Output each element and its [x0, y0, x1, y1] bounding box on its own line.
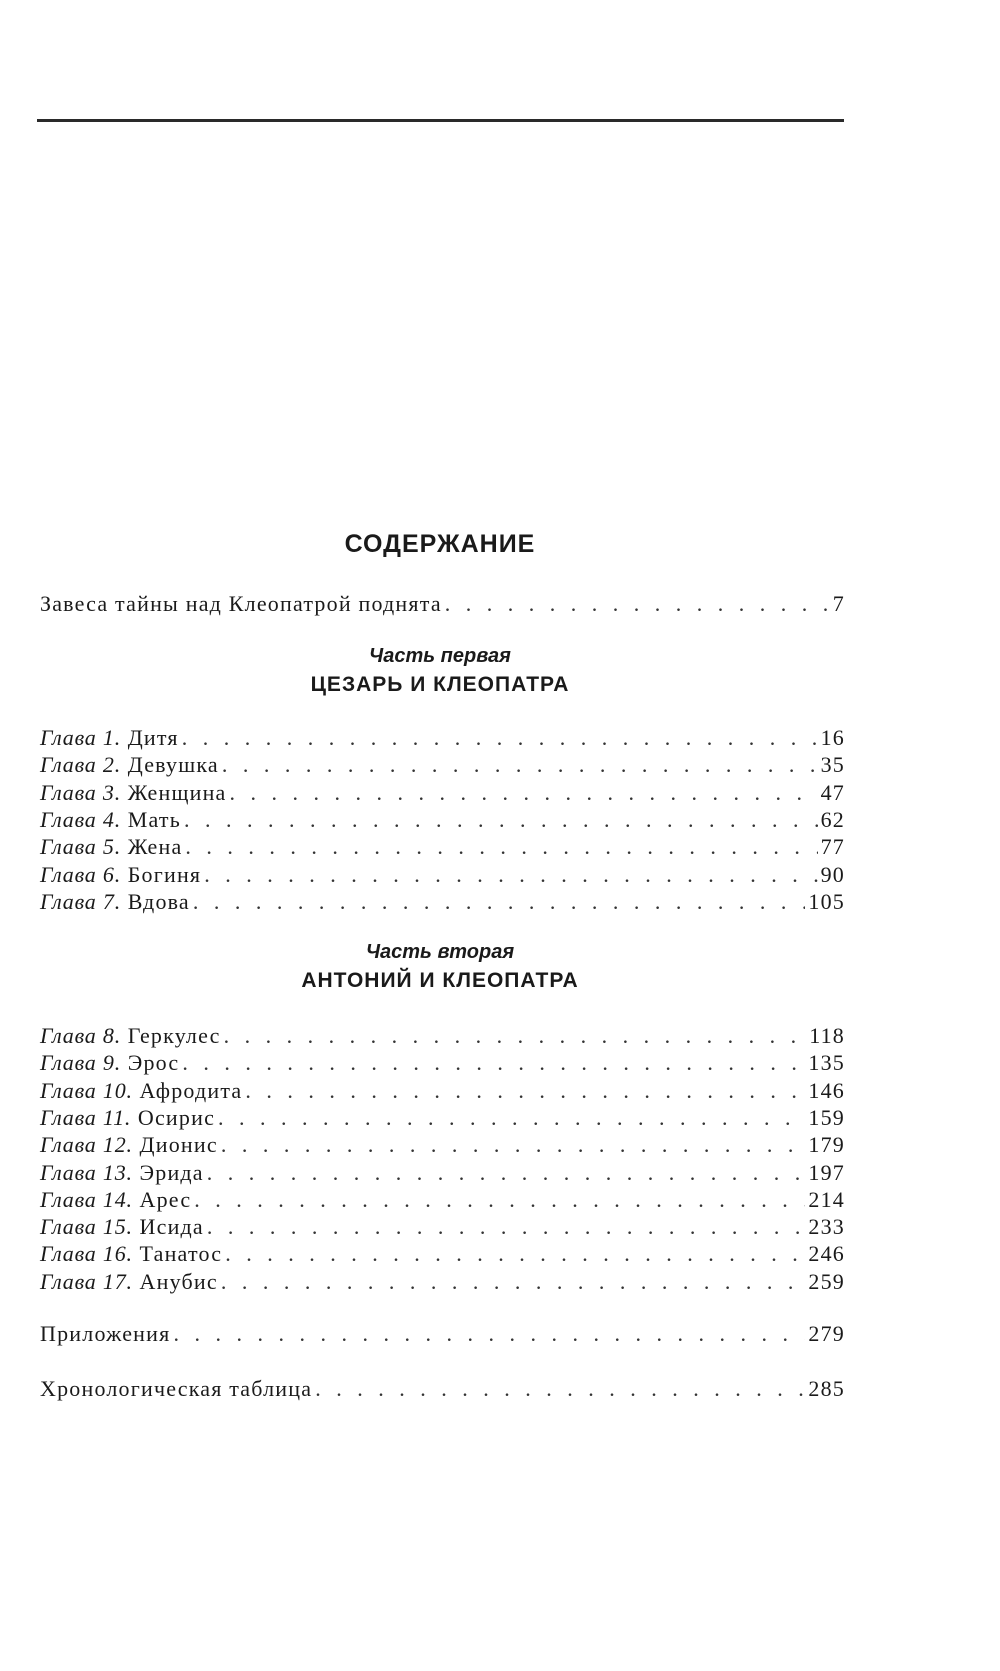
toc-entry-label: [40, 724, 179, 752]
chapter-name: Эрос: [127, 1050, 180, 1076]
chapter-name: Вдова: [127, 888, 190, 914]
toc-entry-chapter[interactable]: [40, 1049, 845, 1077]
toc-page-number: 146: [808, 1077, 845, 1103]
chapter-number: Глава 5.: [40, 834, 122, 860]
toc-entry-label: [40, 833, 182, 861]
part-one-subtitle: Часть первая: [369, 645, 511, 667]
dot-leader: [204, 861, 817, 889]
toc-page-number: 285: [808, 1376, 845, 1401]
dot-leader: [207, 1159, 806, 1187]
toc-entry-label: [40, 1104, 215, 1132]
dot-leader: [245, 1077, 805, 1105]
toc-page-number: 47: [820, 779, 845, 805]
dot-leader: [224, 1022, 807, 1050]
chapter-number: Глава 8.: [40, 1023, 122, 1048]
toc-page-number: 233: [808, 1214, 845, 1240]
chapter-name: Девушка: [127, 752, 219, 778]
part-one-title: ЦЕЗАРЬ И КЛЕОПАТРА: [310, 673, 570, 696]
toc-page-number: 7: [832, 591, 845, 616]
chapter-name: Богиня: [127, 861, 202, 887]
dot-leader: [173, 1320, 805, 1348]
chapter-number: Глава 17.: [40, 1268, 133, 1294]
toc-entry-chapter[interactable]: [40, 806, 845, 834]
toc-entry-chapter[interactable]: [40, 751, 845, 779]
chapter-name: Осирис: [137, 1104, 216, 1130]
toc-entry-label: [40, 751, 219, 779]
toc-entry-chapter[interactable]: [40, 888, 845, 916]
toc-entry-chapter[interactable]: [40, 1159, 845, 1187]
dot-leader: [221, 1268, 806, 1296]
chapter-name: Дионис: [139, 1132, 218, 1158]
chapter-name: Женщина: [127, 779, 227, 805]
toc-entry-chronology[interactable]: [40, 1375, 845, 1403]
toc-entry-label: [40, 1022, 221, 1050]
dot-leader: [445, 590, 830, 618]
chapter-name: Афродита: [139, 1077, 243, 1103]
toc-entry-label: [40, 1186, 191, 1214]
toc-entry-label: [40, 1077, 242, 1105]
toc-entry-label: Приложения: [40, 1321, 171, 1346]
top-rule: [37, 119, 844, 122]
part-two-subtitle: Часть вторая: [365, 941, 515, 963]
toc-entry-chapter[interactable]: [40, 1104, 845, 1132]
chapter-name: Геркулес: [127, 1023, 221, 1048]
chapter-number: Глава 15.: [40, 1214, 133, 1240]
chapter-name: Дитя: [127, 725, 179, 750]
page-title: СОДЕРЖАНИЕ: [344, 530, 536, 558]
chapter-number: Глава 13.: [40, 1159, 133, 1185]
toc-page-number: 105: [808, 888, 845, 914]
dot-leader: [230, 779, 818, 807]
chapter-name: Исида: [139, 1214, 204, 1240]
toc-entry-label: Хронологическая таблица: [40, 1376, 313, 1401]
toc-entry-chapter[interactable]: [40, 724, 845, 752]
toc-entry-chapter[interactable]: [40, 833, 845, 861]
toc-entry-chapter[interactable]: [40, 1131, 845, 1159]
chapter-number: Глава 3.: [40, 779, 122, 805]
toc-entry-label: [40, 1131, 218, 1159]
dot-leader: [182, 1049, 805, 1077]
toc-entry-label: Завеса тайны над Клеопатрой поднята: [40, 591, 442, 616]
toc-page-number: 135: [808, 1050, 845, 1076]
toc-page-number: 90: [820, 861, 845, 887]
toc-entry-intro[interactable]: [40, 590, 845, 618]
toc-entry-chapter[interactable]: [40, 861, 845, 889]
chapter-name: Анубис: [139, 1268, 218, 1294]
toc-page-number: 246: [808, 1241, 845, 1267]
chapter-number: Глава 7.: [40, 888, 122, 914]
chapter-number: Глава 2.: [40, 752, 122, 778]
dot-leader: [207, 1213, 805, 1241]
toc-page-number: 214: [808, 1186, 845, 1212]
dot-leader: [221, 1131, 806, 1159]
chapter-number: Глава 1.: [40, 725, 122, 750]
dot-leader: [222, 751, 818, 779]
toc-page-number: 197: [808, 1159, 845, 1185]
dot-leader: [218, 1104, 805, 1132]
toc-page-number: 259: [808, 1268, 845, 1294]
toc-entry-label: [40, 1240, 222, 1268]
toc-page-number: 35: [820, 752, 845, 778]
chapter-name: Эрида: [139, 1159, 204, 1185]
chapter-number: Глава 6.: [40, 861, 122, 887]
dot-leader: [185, 833, 817, 861]
toc-entry-appendix[interactable]: [40, 1320, 845, 1348]
toc-page-number: 179: [808, 1132, 845, 1158]
toc-entry-label: [40, 1213, 204, 1241]
toc-entry-label: [40, 1268, 218, 1296]
toc-entry-label: [40, 1159, 204, 1187]
dot-leader: [193, 888, 805, 916]
toc-entry-chapter[interactable]: [40, 779, 845, 807]
toc-entry-chapter[interactable]: [40, 1186, 845, 1214]
toc-page-number: 62: [820, 806, 845, 832]
toc-entry-chapter[interactable]: [40, 1022, 845, 1050]
chapter-number: Глава 10.: [40, 1077, 133, 1103]
chapter-number: Глава 9.: [40, 1050, 122, 1076]
toc-entry-chapter[interactable]: [40, 1213, 845, 1241]
chapter-number: Глава 14.: [40, 1186, 133, 1212]
chapter-number: Глава 4.: [40, 806, 122, 832]
chapter-number: Глава 12.: [40, 1132, 133, 1158]
dot-leader: [194, 1186, 805, 1214]
chapter-name: Мать: [127, 806, 181, 832]
toc-entry-label: [40, 1049, 179, 1077]
toc-page-number: 279: [808, 1321, 845, 1346]
dot-leader: [315, 1375, 805, 1403]
toc-page-number: 118: [809, 1023, 845, 1048]
chapter-number: Глава 11.: [40, 1104, 132, 1130]
toc-entry-chapter[interactable]: [40, 1077, 845, 1105]
toc-page-number: 159: [808, 1104, 845, 1130]
toc-entry-label: [40, 888, 190, 916]
toc-entry-chapter[interactable]: [40, 1268, 845, 1296]
dot-leader: [182, 724, 818, 752]
toc-entry-chapter[interactable]: [40, 1240, 845, 1268]
dot-leader: [225, 1240, 805, 1268]
part-two-title: АНТОНИЙ И КЛЕОПАТРА: [301, 969, 579, 992]
chapter-number: Глава 16.: [40, 1241, 133, 1267]
toc-entry-label: [40, 861, 201, 889]
chapter-name: Танатос: [139, 1241, 223, 1267]
toc-entry-label: [40, 779, 227, 807]
toc-entry-label: [40, 806, 181, 834]
toc-page-number: 16: [820, 725, 845, 750]
dot-leader: [184, 806, 818, 834]
chapter-name: Арес: [139, 1186, 192, 1212]
toc-page-number: 77: [820, 834, 845, 860]
chapter-name: Жена: [127, 834, 183, 860]
